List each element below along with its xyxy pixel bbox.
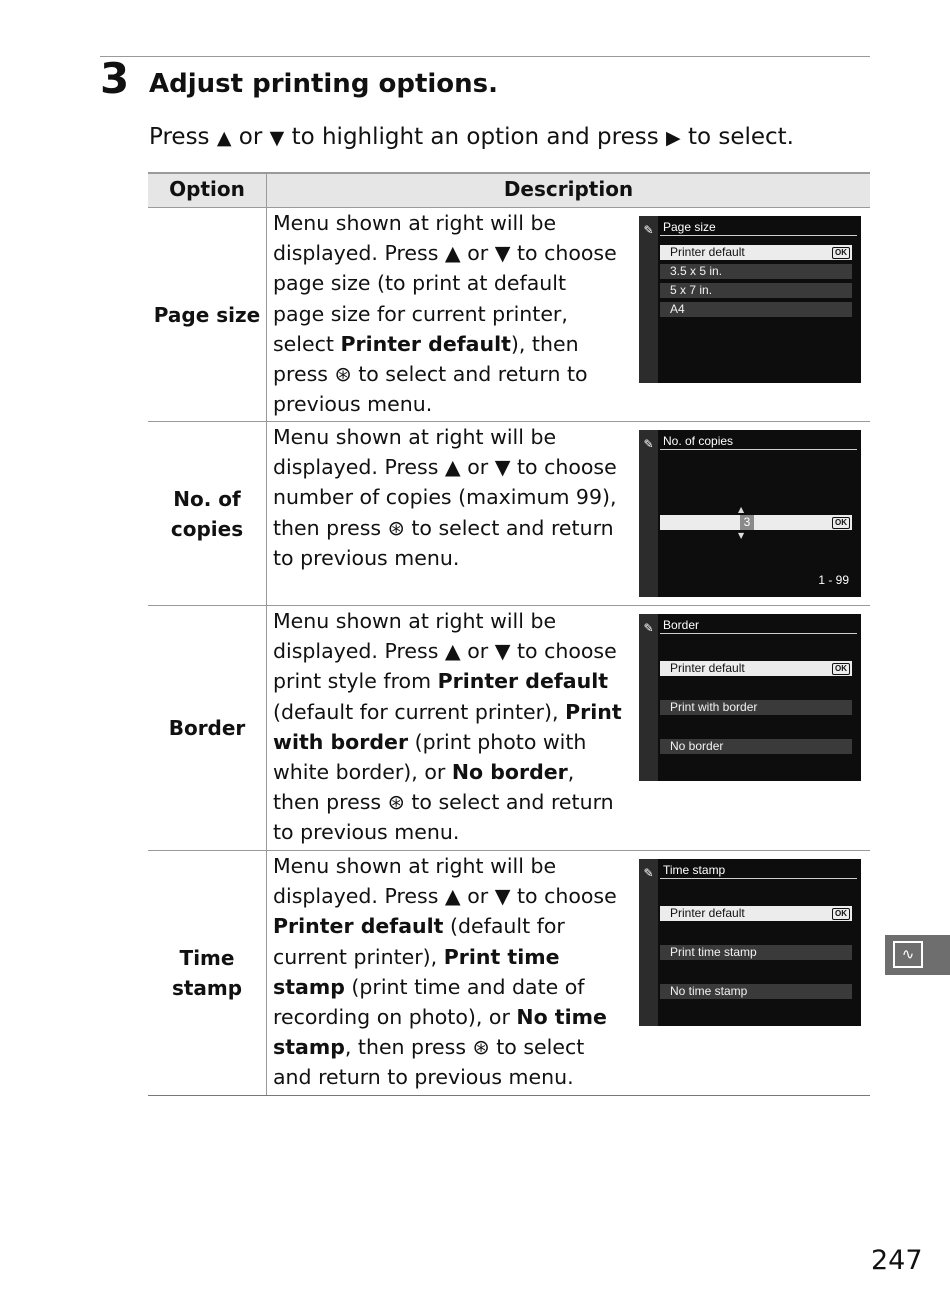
- menu-item[interactable]: 3.5 x 5 in.: [660, 264, 852, 279]
- ok-button-icon: ⊛: [472, 1035, 490, 1060]
- instruction-text: Press ▲ or ▼ to highlight an option and press ▶ to select.: [149, 124, 794, 150]
- ok-icon: OK: [832, 908, 850, 920]
- menu-item[interactable]: Printer default OK: [660, 661, 852, 676]
- time-stamp-menu-screen: [639, 859, 861, 1026]
- border-menu-screen: [639, 614, 861, 781]
- up-arrow-icon: ▲: [444, 241, 461, 266]
- menu-item[interactable]: 5 x 7 in.: [660, 283, 852, 298]
- screen-title: Border: [663, 618, 700, 632]
- menu-item[interactable]: No time stamp: [660, 984, 852, 999]
- option-no-of-copies: No. of copies: [148, 422, 267, 605]
- print-icon: ✎: [643, 223, 654, 237]
- ok-button-icon: ⊛: [387, 790, 405, 815]
- print-icon: ✎: [643, 437, 654, 451]
- page-number: 247: [871, 1245, 923, 1276]
- ok-button-icon: ⊛: [334, 362, 352, 387]
- table-row: [148, 422, 870, 606]
- print-icon: ✎: [643, 621, 654, 635]
- description-time-stamp: Menu shown at right will be displayed. Press ▲ or ▼ to choose Printer default (default for current printer), Print time stamp (print time and date of recording on photo), or No time stamp, then press ⊛ to select and return to previous menu.: [273, 854, 617, 1090]
- top-rule: [100, 56, 870, 57]
- description-no-of-copies: Menu shown at right will be displayed. Press ▲ or ▼ to choose number of copies (maximum 99), then press ⊛ to select and return to previous menu.: [273, 425, 617, 570]
- ok-icon: OK: [832, 663, 850, 675]
- copies-selector[interactable]: [660, 515, 852, 530]
- header-option: Option: [148, 174, 267, 207]
- description-page-size: Menu shown at right will be displayed. Press ▲ or ▼ to choose page size (to print at default page size for current printer, select Printer default), then press ⊛ to select and return to previous menu.: [273, 211, 617, 417]
- menu-item[interactable]: Printer default OK: [660, 245, 852, 260]
- step-title: Adjust printing options.: [149, 69, 499, 99]
- down-arrow-icon: ▼: [269, 127, 285, 149]
- menu-item[interactable]: A4: [660, 302, 852, 317]
- ok-icon: OK: [832, 247, 850, 259]
- table-header: [148, 172, 870, 208]
- chapter-tab: [885, 935, 950, 975]
- option-border: Border: [148, 606, 267, 850]
- option-page-size: Page size: [148, 208, 267, 421]
- copies-menu-screen: [639, 430, 861, 597]
- down-arrow-icon: ▼: [494, 241, 511, 266]
- menu-item[interactable]: Print time stamp: [660, 945, 852, 960]
- up-arrow-icon: ▲: [444, 884, 461, 909]
- screen-title: Time stamp: [663, 863, 726, 877]
- print-icon: ✎: [643, 866, 654, 880]
- table-row: [148, 606, 870, 851]
- options-table: [148, 172, 870, 1096]
- down-arrow-icon: ▼: [494, 884, 511, 909]
- down-arrow-icon: ▼: [494, 639, 511, 664]
- screen-title: No. of copies: [663, 434, 734, 448]
- connection-icon: ∿: [893, 941, 923, 968]
- table-row: [148, 851, 870, 1096]
- decrease-arrow-icon: ▼: [738, 531, 745, 540]
- down-arrow-icon: ▼: [494, 455, 511, 480]
- increase-arrow-icon: ▲: [738, 505, 745, 514]
- ok-button-icon: ⊛: [387, 515, 405, 540]
- up-arrow-icon: ▲: [444, 455, 461, 480]
- table-row: [148, 208, 870, 422]
- copies-range: 1 - 99: [818, 573, 849, 587]
- step-number: 3: [100, 54, 130, 103]
- up-arrow-icon: ▲: [444, 639, 461, 664]
- header-description: Description: [503, 177, 634, 201]
- up-arrow-icon: ▲: [216, 127, 232, 149]
- right-arrow-icon: ▶: [666, 127, 681, 149]
- screen-title: Page size: [663, 220, 716, 234]
- ok-icon: OK: [832, 517, 850, 529]
- description-border: Menu shown at right will be displayed. Press ▲ or ▼ to choose print style from Printer default (default for current printer), Print with border (print photo with white border), or No border, then press ⊛ to select and return to previous menu.: [273, 609, 622, 845]
- copies-value: 3: [740, 515, 754, 530]
- option-time-stamp: Time stamp: [148, 851, 267, 1095]
- menu-item[interactable]: Print with border: [660, 700, 852, 715]
- menu-item[interactable]: Printer default OK: [660, 906, 852, 921]
- page-size-menu-screen: [639, 216, 861, 383]
- menu-item[interactable]: No border: [660, 739, 852, 754]
